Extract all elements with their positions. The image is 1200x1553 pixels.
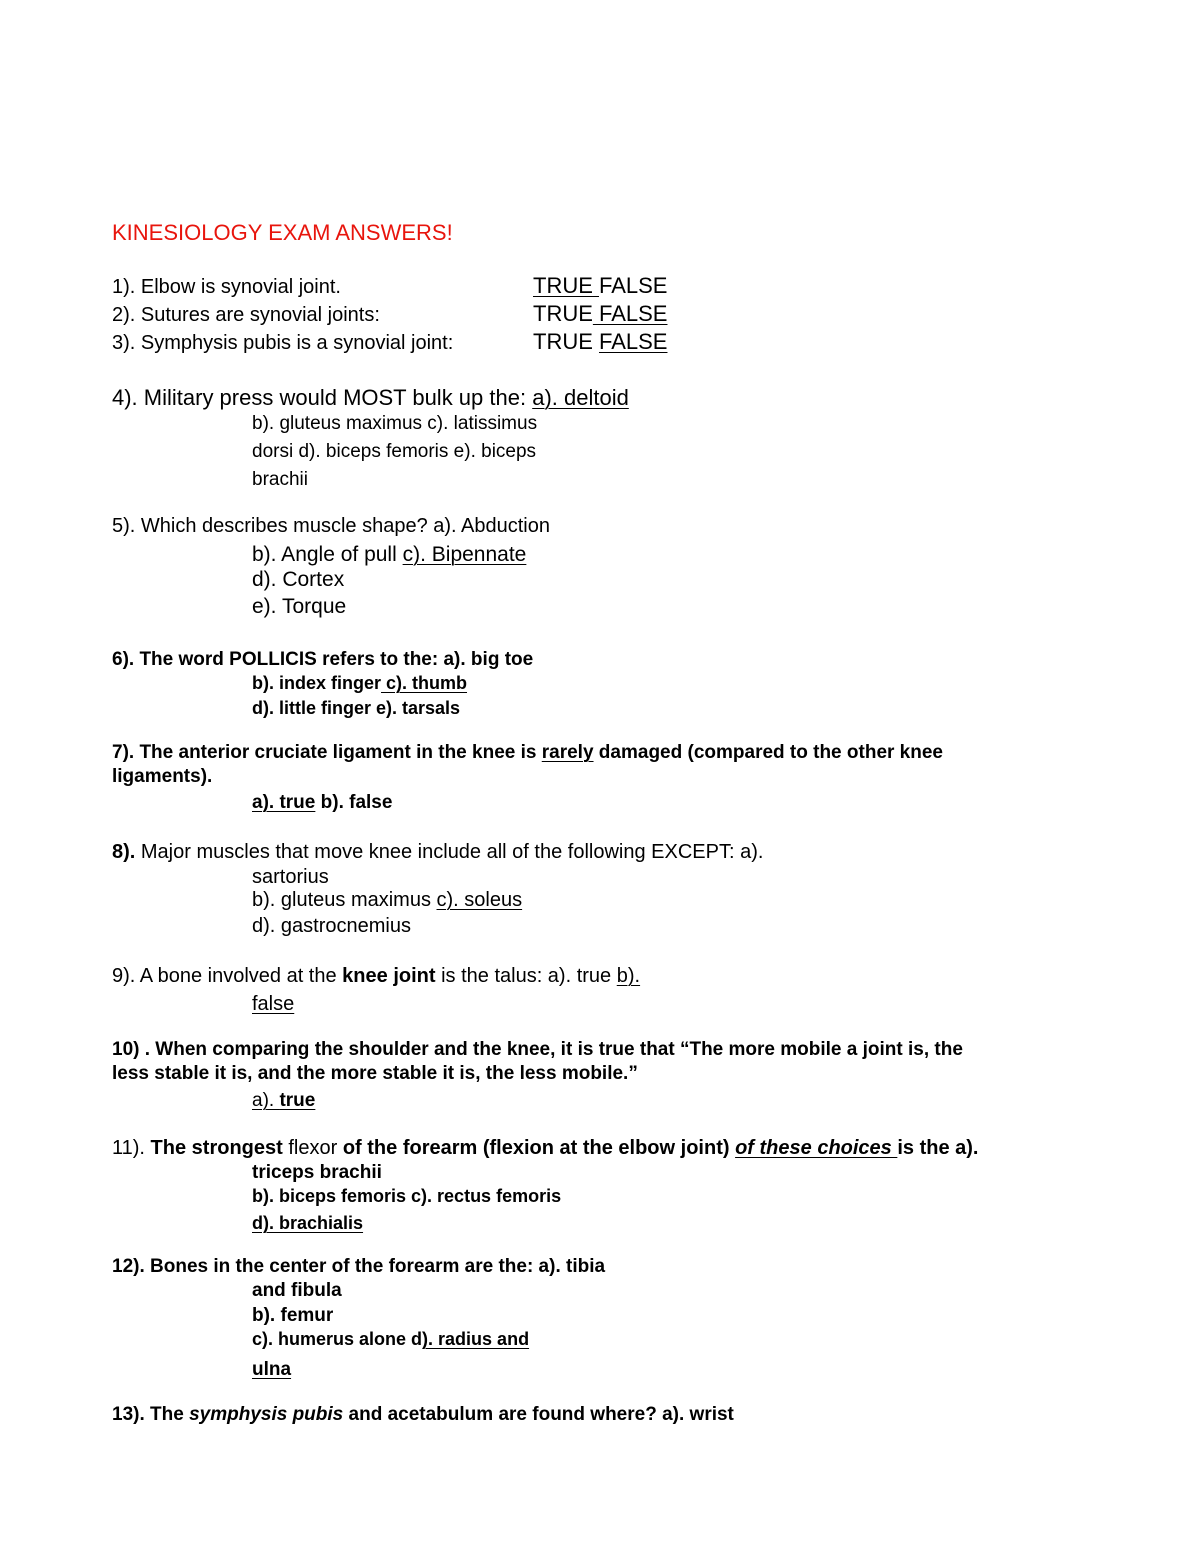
question-1-false: FALSE bbox=[599, 273, 668, 298]
question-5-answer: c). Bipennate bbox=[402, 543, 527, 566]
question-7-prompt-end: damaged (compared to the other knee bbox=[593, 742, 943, 763]
question-1-text: 1). Elbow is synovial joint. bbox=[112, 276, 341, 298]
question-12-option-line: and fibula bbox=[252, 1280, 342, 1301]
question-5-text: 5). Which describes muscle shape? a). Abduction bbox=[112, 515, 550, 537]
question-7-option-b: b). false bbox=[315, 792, 393, 813]
question-12-option-c: c). humerus alone d bbox=[252, 1329, 423, 1349]
question-6-option-line: d). little finger e). tarsals bbox=[252, 698, 461, 718]
question-3-true: TRUE bbox=[533, 329, 599, 354]
question-13-prompt: 13). The bbox=[112, 1404, 190, 1425]
question-13-prompt-end: and acetabulum are found where? a). wrist bbox=[343, 1404, 734, 1425]
question-11-emphasis: of these choices bbox=[735, 1137, 898, 1159]
question-5-option-line: e). Torque bbox=[252, 595, 347, 618]
question-9-answer: b). bbox=[616, 965, 641, 987]
question-8-option-line bbox=[252, 890, 522, 910]
question-1-true-answer: TRUE bbox=[533, 273, 599, 298]
question-9-text bbox=[112, 966, 640, 986]
question-5-option-line bbox=[252, 544, 526, 565]
question-13-text bbox=[112, 1405, 734, 1424]
question-12-option-line: b). femur bbox=[252, 1305, 334, 1326]
question-4-text bbox=[112, 387, 629, 409]
question-3-text: 3). Symphysis pubis is a synovial joint: bbox=[112, 332, 454, 354]
question-8-option-b: b). gluteus maximus bbox=[252, 889, 437, 911]
question-11-text bbox=[112, 1138, 979, 1158]
question-6-option-line bbox=[252, 674, 467, 692]
question-11-part: is the a). bbox=[897, 1137, 979, 1159]
question-11-part: The strongest bbox=[150, 1137, 283, 1159]
question-4-option-line: brachii bbox=[252, 469, 308, 490]
question-12-answer: ). radius and bbox=[422, 1329, 530, 1349]
question-8-option-line: sartorius bbox=[252, 866, 329, 888]
question-10-text-line2: less stable it is, and the more stable it is, the less mobile.” bbox=[112, 1063, 638, 1084]
question-4-answer: a). deltoid bbox=[532, 385, 629, 410]
question-10-answer bbox=[252, 1091, 315, 1110]
question-7-answer: a). true bbox=[252, 792, 316, 813]
question-11-answer: d). brachialis bbox=[252, 1213, 364, 1233]
question-9-prompt: 9). A bone involved at the bbox=[112, 965, 343, 987]
question-8-answer: c). soleus bbox=[436, 889, 523, 911]
question-8-number: 8). bbox=[112, 841, 136, 863]
question-12-answer-cont: ulna bbox=[252, 1359, 292, 1380]
question-7-emphasis: rarely bbox=[541, 742, 594, 763]
question-13-emphasis: symphysis pubis bbox=[189, 1404, 344, 1425]
question-3-options bbox=[533, 331, 667, 353]
question-2-options bbox=[533, 303, 667, 325]
question-2-false-answer: FALSE bbox=[592, 301, 668, 326]
question-6-answer: c). thumb bbox=[381, 673, 468, 693]
question-3-false-answer: FALSE bbox=[599, 329, 668, 354]
question-10-answer-value: true bbox=[279, 1090, 316, 1111]
page-title: KINESIOLOGY EXAM ANSWERS! bbox=[112, 220, 453, 245]
question-7-text-line2: ligaments). bbox=[112, 766, 213, 787]
question-2-text: 2). Sutures are synovial joints: bbox=[112, 304, 380, 326]
question-9-prompt-end: is the talus: a). true bbox=[435, 965, 617, 987]
question-5-option-b: b). Angle of pull bbox=[252, 543, 403, 566]
question-11-number: 11). bbox=[112, 1137, 151, 1159]
question-11-part: of the forearm (flexion at the elbow joint) bbox=[342, 1137, 736, 1159]
question-9-emphasis: knee joint bbox=[342, 965, 436, 987]
question-6-text: 6). The word POLLICIS refers to the: a). big toe bbox=[112, 649, 534, 670]
question-12-text: 12). Bones in the center of the forearm are the: a). tibia bbox=[112, 1256, 606, 1277]
question-8-option-line: d). gastrocnemius bbox=[252, 915, 411, 937]
question-8-prompt: Major muscles that move knee include all of the following EXCEPT: a). bbox=[135, 841, 764, 863]
question-4-option-line: b). gluteus maximus c). latissimus bbox=[252, 413, 538, 434]
question-12-option-line bbox=[252, 1330, 529, 1348]
question-4-prompt: 4). Military press would MOST bulk up the: bbox=[112, 385, 533, 410]
question-6-option-b: b). index finger bbox=[252, 673, 382, 693]
question-8-text bbox=[112, 842, 763, 862]
question-9-answer-cont: false bbox=[252, 993, 295, 1015]
question-2-true: TRUE bbox=[533, 301, 593, 326]
question-7-options bbox=[252, 793, 392, 812]
question-11-option-line: triceps brachii bbox=[252, 1162, 382, 1183]
question-7-prompt: 7). The anterior cruciate ligament in the knee is bbox=[112, 742, 542, 763]
question-10-text: 10) . When comparing the shoulder and the knee, it is true that “The more mobile a joint is, the bbox=[112, 1039, 963, 1060]
question-4-option-line: dorsi d). biceps femoris e). biceps bbox=[252, 441, 537, 462]
question-11-option-line: b). biceps femoris c). rectus femoris bbox=[252, 1186, 562, 1206]
question-10-answer-label: a). bbox=[252, 1090, 280, 1111]
question-11-part: flexor bbox=[282, 1137, 343, 1159]
question-5-option-line: d). Cortex bbox=[252, 568, 345, 591]
question-7-text bbox=[112, 743, 943, 762]
question-1-options bbox=[533, 275, 667, 297]
